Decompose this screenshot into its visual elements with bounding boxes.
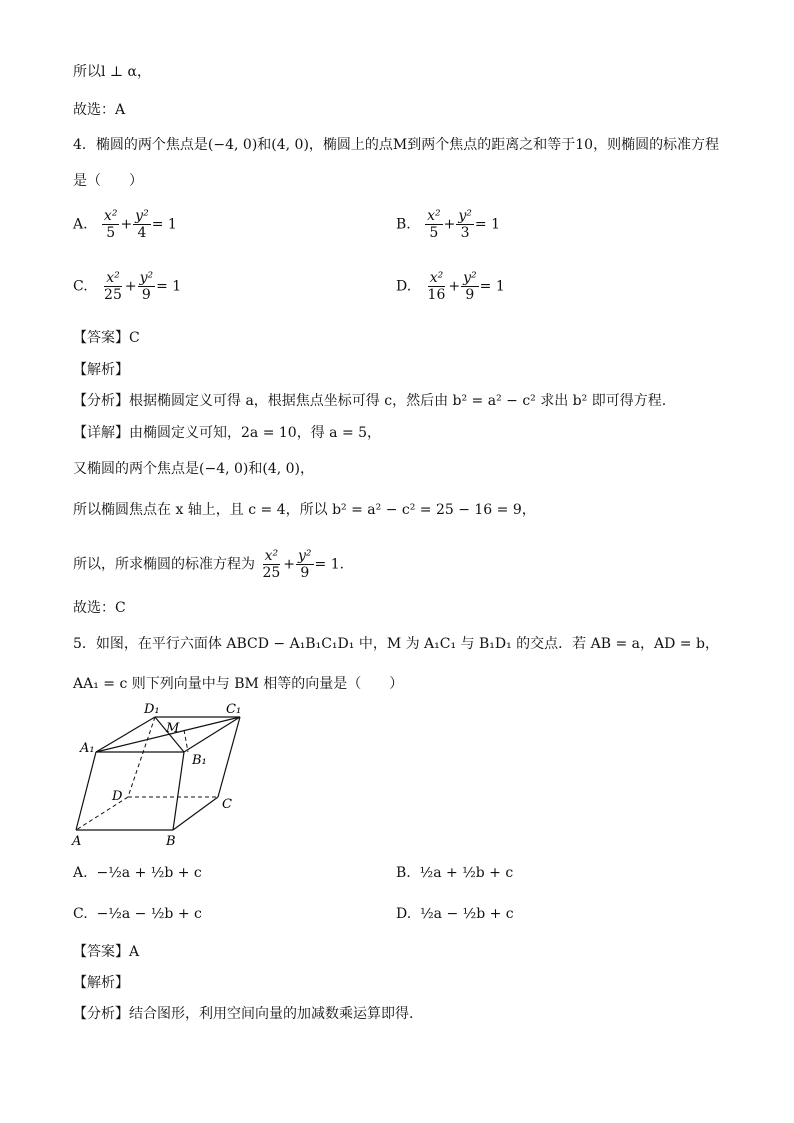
question-5-text: 5．如图，在平行六面体 ABCD − A₁B₁C₁D₁ 中，M 为 A₁C₁ 与 B₁D₁ 的交点．若 AB = a，AD = b， xyxy=(73,636,719,652)
q5-option-c[interactable]: C. −½a − ½b + c xyxy=(73,906,202,922)
label-a1: A₁ xyxy=(80,741,95,756)
q5-option-b[interactable]: B. ½a + ½b + c xyxy=(396,865,514,881)
label-c1: C₁ xyxy=(226,702,242,717)
option-c[interactable]: C. $\frac{\text{x²}}{25}$ + $\frac{\text{y²}}{9}$ = 1 xyxy=(73,270,182,303)
text-choice: 故选：A xyxy=(73,102,126,118)
answer-4: 【答案】C xyxy=(73,330,140,346)
answer-4-choice: 故选：C xyxy=(73,600,126,616)
parallelepiped-figure xyxy=(66,700,256,850)
label-a: A xyxy=(72,834,82,849)
q5-option-d[interactable]: D. ½a − ½b + c xyxy=(396,906,514,922)
detail-4-result: 所以，所求椭圆的标准方程为 $\frac{\text{x²}}{25}$ + $\frac{\text{y²}}{9}$ = 1. xyxy=(73,548,345,581)
label-d: D xyxy=(112,789,123,804)
label-m: M xyxy=(166,721,180,736)
analysis-5: 【分析】结合图形，利用空间向量的加减数乘运算即得. xyxy=(73,1006,414,1022)
analysis-heading-5: 【解析】 xyxy=(73,975,129,991)
detail-4: 【详解】由椭圆定义可知，2a = 10，得 a = 5， xyxy=(73,425,382,441)
text-conclusion: 所以l ⊥ α， xyxy=(73,64,151,80)
label-d1: D₁ xyxy=(144,702,160,717)
option-a[interactable]: A. $\frac{\text{x²}}{5}$ + $\frac{\text{y²}}{4}$ = 1 xyxy=(73,208,177,241)
answer-5: 【答案】A xyxy=(73,944,140,960)
analysis-heading-4: 【解析】 xyxy=(73,362,129,378)
question-5-text-end: AA₁ = c 则下列向量中与 BM 相等的向量是（ ） xyxy=(73,676,404,692)
label-b: B xyxy=(166,834,176,849)
label-b1: B₁ xyxy=(192,753,207,768)
question-4-text: 4．椭圆的两个焦点是(−4, 0)和(4, 0)，椭圆上的点M到两个焦点的距离之和等于10，则椭圆的标准方程 xyxy=(73,137,720,153)
option-d[interactable]: D. $\frac{\text{x²}}{16}$ + $\frac{\text{y²}}{9}$ = 1 xyxy=(396,270,505,303)
option-b[interactable]: B. $\frac{\text{x²}}{5}$ + $\frac{\text{y²}}{3}$ = 1 xyxy=(396,208,500,241)
detail-4-calc: 所以椭圆焦点在 x 轴上，且 c = 4，所以 b² = a² − c² = 25 − 16 = 9， xyxy=(73,502,536,518)
label-c: C xyxy=(222,797,232,812)
analysis-4: 【分析】根据椭圆定义可得 a，根据焦点坐标可得 c，然后由 b² = a² − c² 求出 b² 即可得方程. xyxy=(73,393,667,409)
question-4-text-end: 是（ ） xyxy=(73,173,143,189)
detail-4-foci: 又椭圆的两个焦点是(−4, 0)和(4, 0)， xyxy=(73,461,315,477)
q5-option-a[interactable]: A. −½a + ½b + c xyxy=(73,865,202,881)
